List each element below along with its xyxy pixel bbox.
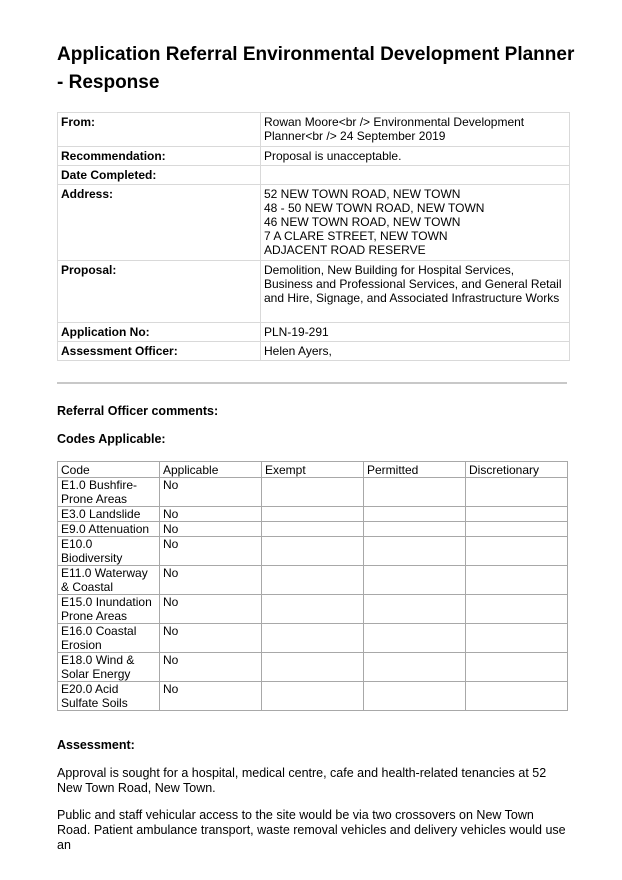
exempt-cell	[262, 507, 364, 522]
info-row-proposal	[58, 261, 570, 323]
discretionary-cell	[466, 537, 568, 566]
applicable-cell: No	[160, 595, 262, 624]
application-info-table	[57, 112, 570, 361]
info-label: Application No:	[58, 323, 261, 342]
permitted-cell	[364, 522, 466, 537]
discretionary-cell	[466, 507, 568, 522]
info-label: From:	[58, 113, 261, 147]
info-row-date-completed	[58, 166, 570, 185]
discretionary-cell	[466, 522, 568, 537]
page-title: Application Referral Environmental Development Planner - Response	[57, 44, 575, 93]
info-value: Helen Ayers,	[261, 342, 570, 361]
info-row-recommendation	[58, 147, 570, 166]
info-label: Assessment Officer:	[58, 342, 261, 361]
info-row-application-no	[58, 323, 570, 342]
exempt-cell	[262, 522, 364, 537]
table-row	[58, 682, 568, 711]
info-label: Date Completed:	[58, 166, 261, 185]
exempt-cell	[262, 537, 364, 566]
info-row-assessment-officer	[58, 342, 570, 361]
applicable-cell: No	[160, 507, 262, 522]
applicable-cell: No	[160, 522, 262, 537]
applicable-cell: No	[160, 537, 262, 566]
exempt-cell	[262, 478, 364, 507]
codes-applicable-heading: Codes Applicable:	[57, 432, 166, 446]
code-cell: E1.0 Bushfire-Prone Areas	[58, 478, 160, 507]
assessment-paragraph: Approval is sought for a hospital, medical centre, cafe and health-related tenancies at 52 New Town Road, New Town.	[57, 766, 547, 795]
discretionary-cell	[466, 653, 568, 682]
applicable-cell: No	[160, 682, 262, 711]
info-value: Demolition, New Building for Hospital Services, Business and Professional Services, and General Retail and Hire, Signage, and Associated Infrastructure Works	[261, 261, 570, 323]
table-row	[58, 624, 568, 653]
discretionary-cell	[466, 478, 568, 507]
address-value	[261, 185, 570, 261]
exempt-cell	[262, 595, 364, 624]
address-line: ADJACENT ROAD RESERVE	[264, 243, 426, 257]
column-header-exempt: Exempt	[262, 462, 364, 478]
permitted-cell	[364, 478, 466, 507]
table-row	[58, 566, 568, 595]
applicable-cell: No	[160, 478, 262, 507]
info-value: PLN-19-291	[261, 323, 570, 342]
table-row	[58, 507, 568, 522]
info-value: Rowan Moore<br /> Environmental Development Planner<br /> 24 September 2019	[261, 113, 570, 147]
discretionary-cell	[466, 566, 568, 595]
permitted-cell	[364, 507, 466, 522]
code-cell: E10.0 Biodiversity	[58, 537, 160, 566]
address-line: 52 NEW TOWN ROAD, NEW TOWN	[264, 187, 461, 201]
code-cell: E9.0 Attenuation	[58, 522, 160, 537]
code-cell: E18.0 Wind & Solar Energy	[58, 653, 160, 682]
applicable-cell: No	[160, 624, 262, 653]
info-value	[261, 166, 570, 185]
codes-header-row	[58, 462, 568, 478]
table-row	[58, 595, 568, 624]
codes-table	[57, 461, 568, 711]
exempt-cell	[262, 682, 364, 711]
column-header-discretionary: Discretionary	[466, 462, 568, 478]
referral-comments-heading: Referral Officer comments:	[57, 404, 219, 418]
info-row-from	[58, 113, 570, 147]
applicable-cell: No	[160, 566, 262, 595]
exempt-cell	[262, 624, 364, 653]
exempt-cell	[262, 653, 364, 682]
column-header-applicable: Applicable	[160, 462, 262, 478]
permitted-cell	[364, 653, 466, 682]
permitted-cell	[364, 537, 466, 566]
code-cell: E16.0 Coastal Erosion	[58, 624, 160, 653]
column-header-permitted: Permitted	[364, 462, 466, 478]
code-cell: E11.0 Waterway & Coastal	[58, 566, 160, 595]
address-line: 46 NEW TOWN ROAD, NEW TOWN	[264, 215, 461, 229]
address-line: 7 A CLARE STREET, NEW TOWN	[264, 229, 448, 243]
permitted-cell	[364, 595, 466, 624]
code-cell: E15.0 Inundation Prone Areas	[58, 595, 160, 624]
address-line: 48 - 50 NEW TOWN ROAD, NEW TOWN	[264, 201, 485, 215]
info-label: Proposal:	[58, 261, 261, 323]
code-cell: E3.0 Landslide	[58, 507, 160, 522]
discretionary-cell	[466, 595, 568, 624]
assessment-heading: Assessment:	[57, 738, 135, 752]
column-header-code: Code	[58, 462, 160, 478]
code-cell: E20.0 Acid Sulfate Soils	[58, 682, 160, 711]
table-row	[58, 653, 568, 682]
discretionary-cell	[466, 682, 568, 711]
info-label: Address:	[58, 185, 261, 261]
table-row	[58, 537, 568, 566]
permitted-cell	[364, 624, 466, 653]
section-divider	[57, 382, 567, 384]
permitted-cell	[364, 566, 466, 595]
exempt-cell	[262, 566, 364, 595]
info-label: Recommendation:	[58, 147, 261, 166]
assessment-paragraph: Public and staff vehicular access to the site would be via two crossovers on New Town Road. Patient ambulance transport, waste removal vehicles and delivery vehicles would use an	[57, 808, 566, 852]
info-value: Proposal is unacceptable.	[261, 147, 570, 166]
table-row	[58, 522, 568, 537]
info-row-address	[58, 185, 570, 261]
permitted-cell	[364, 682, 466, 711]
discretionary-cell	[466, 624, 568, 653]
table-row	[58, 478, 568, 507]
applicable-cell: No	[160, 653, 262, 682]
